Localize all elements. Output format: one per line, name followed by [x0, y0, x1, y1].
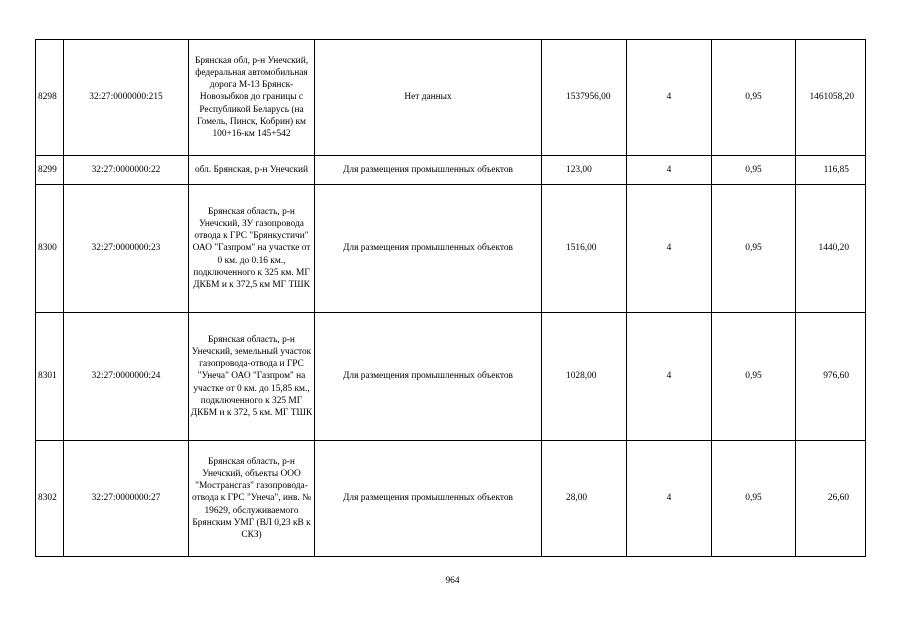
- area-cell: 1028,00: [542, 313, 627, 441]
- cadastral-number: 32:27:0000000:22: [64, 156, 189, 185]
- group-cell: 4: [627, 441, 712, 557]
- address-cell: обл. Брянская, р-н Унечский: [189, 156, 315, 185]
- value-cell: 116,85: [796, 156, 866, 185]
- group-cell: 4: [627, 40, 712, 156]
- value-cell: 1440,20: [796, 185, 866, 313]
- cadastral-number: 32:27:0000000:23: [64, 185, 189, 313]
- group-cell: 4: [627, 313, 712, 441]
- address-cell: Брянская область, р-н Унечский, земельный участок газопровода-отвода и ГРС "Унеча" ОАО "Газпром" на участке от 0 км. до 15,85 км., подключенного к 325 МГ ДКБМ и к 372, 5 км. МГ ТШК: [189, 313, 315, 441]
- cadastral-number: 32:27:0000000:215: [64, 40, 189, 156]
- land-use-cell: Для размещения промышленных объектов: [315, 313, 542, 441]
- land-use-cell: Нет данных: [315, 40, 542, 156]
- page-number: 964: [445, 576, 460, 586]
- row-number: 8299: [36, 156, 64, 185]
- row-number: 8302: [36, 441, 64, 557]
- table-row: [36, 40, 866, 156]
- row-number: 8298: [36, 40, 64, 156]
- address-cell: Брянская область, р-н Унечский, ЗУ газопровода отвода к ГРС "Брянкустичи" ОАО "Газпром" на участке от 0 км. до 0.16 км., подключенного к 325 км. МГ ДКБМ и к 372,5 км МГ ТШК: [189, 185, 315, 313]
- cadastral-number: 32:27:0000000:24: [64, 313, 189, 441]
- area-cell: 28,00: [542, 441, 627, 557]
- row-number: 8300: [36, 185, 64, 313]
- coefficient-cell: 0,95: [712, 441, 796, 557]
- cadastral-number: 32:27:0000000:27: [64, 441, 189, 557]
- land-use-cell: Для размещения промышленных объектов: [315, 441, 542, 557]
- table-row: [36, 441, 866, 557]
- address-cell: Брянская область, р-н Унечский, объекты ООО "Мострансгаз" газопровода-отвода к ГРС "Унеча", инв. № 19629, обслуживаемого Брянским УМГ (ВЛ 0,23 кВ к СКЗ): [189, 441, 315, 557]
- table-row: [36, 156, 866, 185]
- land-use-cell: Для размещения промышленных объектов: [315, 185, 542, 313]
- table-row: [36, 313, 866, 441]
- coefficient-cell: 0,95: [712, 313, 796, 441]
- area-cell: 1537956,00: [542, 40, 627, 156]
- group-cell: 4: [627, 185, 712, 313]
- land-use-cell: Для размещения промышленных объектов: [315, 156, 542, 185]
- row-number: 8301: [36, 313, 64, 441]
- coefficient-cell: 0,95: [712, 156, 796, 185]
- coefficient-cell: 0,95: [712, 40, 796, 156]
- table-row: [36, 185, 866, 313]
- cadastral-value-table: [35, 39, 866, 557]
- value-cell: 26,60: [796, 441, 866, 557]
- value-cell: 976,60: [796, 313, 866, 441]
- address-cell: Брянская обл, р-н Унечский, федеральная автомобильная дорога М-13 Брянск-Новозыбков до границы с Республикой Беларусь (на Гомель, Пинск, Кобрин) км 100+16-км 145+542: [189, 40, 315, 156]
- value-cell: 1461058,20: [796, 40, 866, 156]
- area-cell: 1516,00: [542, 185, 627, 313]
- area-cell: 123,00: [542, 156, 627, 185]
- group-cell: 4: [627, 156, 712, 185]
- coefficient-cell: 0,95: [712, 185, 796, 313]
